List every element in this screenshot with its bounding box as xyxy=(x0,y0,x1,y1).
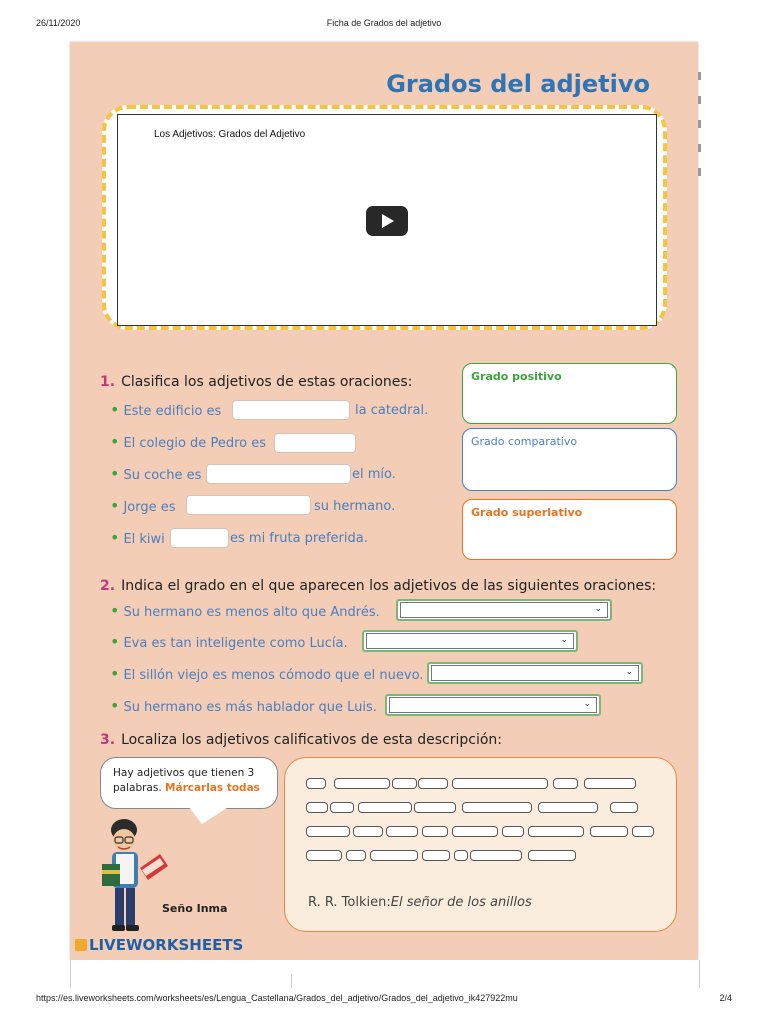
description-word[interactable] xyxy=(386,826,418,837)
description-word[interactable] xyxy=(370,850,418,861)
grado-superlativo-label: Grado superlativo xyxy=(471,506,583,519)
q2-sentence-2: • Eva es tan inteligente como Lucía. xyxy=(110,632,348,651)
q1-answer-4-input[interactable] xyxy=(186,495,311,515)
speech-text: Hay adjetivos que tienen 3 palabras. xyxy=(113,767,255,794)
description-word[interactable] xyxy=(422,850,450,861)
liveworksheets-logo[interactable]: LIVEWORKSHEETS xyxy=(75,936,243,954)
description-author: R. R. Tolkien:El señor de los anillos xyxy=(308,895,532,910)
teacher-avatar-illustration xyxy=(96,812,176,940)
grado-comparativo-label: Grado comparativo xyxy=(471,435,578,448)
description-word[interactable] xyxy=(306,826,350,837)
description-word[interactable] xyxy=(632,826,654,837)
q1-sentence-3: • Su coche es xyxy=(110,464,202,483)
description-word[interactable] xyxy=(584,778,636,789)
bullet-icon: • xyxy=(110,696,120,715)
book-title: El señor de los anillos xyxy=(390,895,532,910)
question-2-text: Indica el grado en el que aparecen los adjetivos de las siguientes oraciones: xyxy=(121,578,657,594)
video-title: Los Adjetivos: Grados del Adjetivo xyxy=(154,129,306,140)
q1-sentence-4-end: su hermano. xyxy=(314,499,396,514)
q2-answer-4-select[interactable] xyxy=(385,694,601,716)
description-word[interactable] xyxy=(538,802,598,813)
description-word[interactable] xyxy=(358,802,412,813)
chevron-down-icon: ⌄ xyxy=(625,667,633,677)
description-word[interactable] xyxy=(346,850,366,861)
q1-sentence-2: • El colegio de Pedro es xyxy=(110,432,266,451)
grado-positivo-box[interactable] xyxy=(462,363,677,424)
teacher-name: Seño Inma xyxy=(162,902,228,915)
speech-bubble-tail xyxy=(188,806,230,824)
scrollbar-marks xyxy=(698,72,701,182)
grado-positivo-label: Grado positivo xyxy=(471,370,562,383)
q2-sentence-1: • Su hermano es menos alto que Andrés. xyxy=(110,601,380,620)
bullet-icon: • xyxy=(110,632,120,651)
q1-sentence-4: • Jorge es xyxy=(110,496,176,515)
description-word[interactable] xyxy=(462,802,532,813)
bullet-icon: • xyxy=(110,528,120,547)
question-2-number: 2. xyxy=(100,578,116,594)
bullet-icon: • xyxy=(110,664,120,683)
question-2-title xyxy=(100,578,656,594)
q1-answer-2-input[interactable] xyxy=(274,433,356,453)
description-word[interactable] xyxy=(454,850,468,861)
description-word[interactable] xyxy=(422,826,448,837)
description-word[interactable] xyxy=(452,778,548,789)
description-word[interactable] xyxy=(353,826,383,837)
q2-answer-1-select[interactable] xyxy=(396,599,612,621)
description-word[interactable] xyxy=(553,778,578,789)
bullet-icon: • xyxy=(110,601,120,620)
description-word[interactable] xyxy=(418,778,448,789)
description-word[interactable] xyxy=(528,850,576,861)
question-3-number: 3. xyxy=(100,732,116,748)
question-1-number: 1. xyxy=(100,374,116,390)
grado-comparativo-box[interactable] xyxy=(462,428,677,491)
q2-sentence-3: • El sillón viejo es menos cómodo que el nuevo. xyxy=(110,664,424,683)
description-word[interactable] xyxy=(306,778,326,789)
question-3-text: Localiza los adjetivos calificativos de esta descripción: xyxy=(121,732,503,748)
q1-answer-5-input[interactable] xyxy=(170,528,229,548)
video-player[interactable] xyxy=(117,114,657,326)
q1-answer-1-input[interactable] xyxy=(232,400,350,420)
print-header xyxy=(0,18,768,32)
print-date: 26/11/2020 xyxy=(36,18,81,28)
print-url: https://es.liveworksheets.com/worksheets/es/Lengua_Castellana/Grados_del_adjetivo/Grados_del_adjetivo_ik427922mu xyxy=(36,993,518,1003)
worksheet-title: Grados del adjetivo xyxy=(386,70,650,98)
speech-bubble xyxy=(100,757,278,809)
description-word[interactable] xyxy=(306,850,342,861)
bullet-icon: • xyxy=(110,464,120,483)
description-word[interactable] xyxy=(334,778,390,789)
page-bottom-strip xyxy=(70,960,700,988)
question-1-text: Clasifica los adjetivos de estas oraciones: xyxy=(121,374,413,390)
question-1-title xyxy=(100,374,412,390)
description-word[interactable] xyxy=(306,802,328,813)
logo-icon xyxy=(75,939,87,951)
q1-sentence-5-end: es mi fruta preferida. xyxy=(230,531,368,546)
question-3-title xyxy=(100,732,502,748)
description-word[interactable] xyxy=(590,826,628,837)
q1-sentence-1: • Este edificio es xyxy=(110,400,222,419)
q2-answer-3-select[interactable] xyxy=(427,662,643,684)
description-word[interactable] xyxy=(330,802,354,813)
print-page-number: 2/4 xyxy=(719,993,732,1003)
q1-sentence-5: • El kiwi xyxy=(110,528,165,547)
description-word[interactable] xyxy=(502,826,524,837)
description-word[interactable] xyxy=(392,778,417,789)
description-word[interactable] xyxy=(452,826,498,837)
bullet-icon: • xyxy=(110,400,120,419)
q1-answer-3-input[interactable] xyxy=(206,464,351,484)
chevron-down-icon: ⌄ xyxy=(583,699,591,709)
chevron-down-icon: ⌄ xyxy=(560,635,568,645)
grado-superlativo-box[interactable] xyxy=(462,499,677,560)
q1-sentence-1-end: la catedral. xyxy=(355,403,429,418)
chevron-down-icon: ⌄ xyxy=(594,604,602,614)
bullet-icon: • xyxy=(110,496,120,515)
bullet-icon: • xyxy=(110,432,120,451)
q2-sentence-4: • Su hermano es más hablador que Luis. xyxy=(110,696,377,715)
description-word[interactable] xyxy=(528,826,584,837)
description-word[interactable] xyxy=(610,802,638,813)
speech-highlight: Márcarlas todas xyxy=(165,782,260,794)
q1-sentence-3-end: el mío. xyxy=(352,467,396,482)
print-document-title: Ficha de Grados del adjetivo xyxy=(326,18,442,28)
description-word[interactable] xyxy=(414,802,456,813)
q2-answer-2-select[interactable] xyxy=(362,630,578,652)
print-footer xyxy=(0,993,768,1007)
play-icon[interactable] xyxy=(366,206,408,236)
description-word[interactable] xyxy=(470,850,522,861)
